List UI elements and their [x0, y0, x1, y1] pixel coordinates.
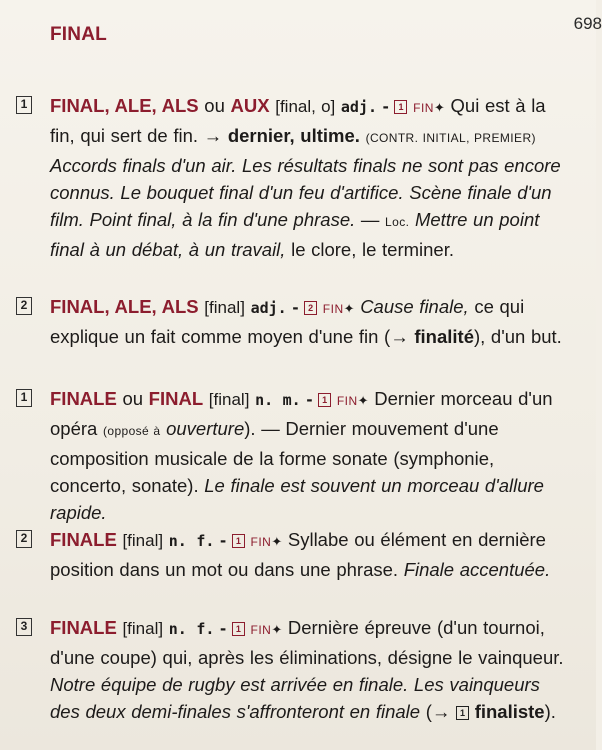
- headword: FINALE: [50, 617, 117, 638]
- locution-definition: le clore, le terminer.: [291, 239, 455, 260]
- definition: ce qui explique un fait comme moyen d'une fin (→: [50, 296, 525, 347]
- etymology-root: FIN: [413, 101, 434, 115]
- separator-dash-icon: -: [306, 388, 313, 409]
- etymology-ref-box: 1: [232, 622, 245, 636]
- entry-finale-nf-1: [20, 526, 564, 583]
- separator-dash-icon: -: [220, 529, 227, 550]
- grammar-category: adj.: [340, 98, 378, 116]
- pronunciation: [final]: [204, 298, 245, 317]
- definition: Qui est à la fin, qui sert de fin.: [50, 95, 546, 146]
- separator-dash-icon: -: [292, 296, 299, 317]
- conjunction: ou: [122, 388, 144, 409]
- grammar-category: n. f.: [168, 532, 215, 550]
- etymology-ref-box: 2: [304, 301, 317, 315]
- usage-note-close: ).: [244, 418, 256, 439]
- headword: FINAL, ALE, ALS: [50, 296, 199, 317]
- page-number: 698: [573, 14, 602, 33]
- diamond-icon: ✦: [271, 622, 283, 637]
- usage-note-term: ouverture: [166, 418, 245, 439]
- pronunciation: [final]: [122, 531, 164, 550]
- cross-ref-open: (→: [425, 701, 451, 722]
- locution-dash: —: [360, 209, 380, 230]
- conjunction: ou: [204, 95, 225, 116]
- etymology-ref-box: 1: [318, 393, 331, 407]
- pronunciation: [final, o]: [275, 97, 336, 116]
- headword-variant: FINAL: [148, 388, 204, 409]
- separator-dash-icon: -: [382, 95, 389, 116]
- synonyms: dernier, ultime.: [227, 125, 360, 146]
- diamond-icon: ✦: [357, 393, 369, 408]
- entry-number-box: 3: [16, 618, 32, 636]
- headword: FINALE: [50, 529, 117, 550]
- pronunciation: [final]: [122, 619, 164, 638]
- grammar-category: n. f.: [168, 620, 215, 638]
- etymology-ref-box: 1: [394, 100, 407, 114]
- entry-number-box: 2: [16, 530, 32, 548]
- sense-dash: —: [261, 418, 280, 439]
- example: Cause finale,: [360, 296, 469, 317]
- cross-reference: finaliste: [474, 701, 545, 722]
- separator-dash-icon: -: [220, 617, 227, 638]
- diamond-icon: ✦: [271, 534, 283, 549]
- entry-final-adj-1: [20, 92, 564, 263]
- etymology-root: FIN: [322, 302, 344, 316]
- etymology-root: FIN: [250, 623, 272, 637]
- cross-ref-box: 1: [456, 706, 469, 720]
- pronunciation: [final]: [208, 390, 250, 409]
- cross-reference: finalité: [414, 326, 474, 347]
- example: Finale accentuée.: [403, 559, 551, 580]
- entry-number-box: 1: [16, 96, 32, 114]
- definition: Dernier morceau d'un opéra: [50, 388, 553, 439]
- diamond-icon: ✦: [433, 100, 445, 115]
- etymology-root: FIN: [336, 394, 358, 408]
- arrow-icon: →: [203, 125, 223, 146]
- etymology-root: FIN: [250, 535, 272, 549]
- locution-example: Mettre un point final à un débat, à un travail,: [50, 209, 540, 260]
- grammar-category: adj.: [250, 299, 287, 317]
- definition: Dernière épreuve (d'un tournoi, d'une coupe) qui, après les éliminations, désigne le vainqueur.: [50, 617, 564, 668]
- locution-label: Loc.: [385, 215, 410, 229]
- examples: Accords finals d'un air. Les résultats finals ne sont pas encore connus. Le bouquet final d'un feu d'artifice. Scène finale d'un film. Point final, à la fin d'une phrase.: [50, 155, 561, 230]
- usage-note-open: (opposé à: [102, 424, 161, 438]
- cross-ref-close: ).: [544, 701, 556, 722]
- entry-final-adj-2: [20, 293, 564, 350]
- definition: Syllabe ou élément en dernière position dans un mot ou dans une phrase.: [50, 529, 546, 580]
- headword-variant: AUX: [230, 95, 270, 116]
- page-header-word: FINAL: [50, 24, 107, 45]
- definition-2: Dernier mouvement d'une composition musicale de la forme sonate (symphonie, concerto, sonate).: [50, 418, 499, 496]
- entry-number-box: 1: [16, 389, 32, 407]
- entry-number-box: 2: [16, 297, 32, 315]
- headword: FINAL, ALE, ALS: [50, 95, 199, 116]
- diamond-icon: ✦: [343, 301, 355, 316]
- grammar-category: n. m.: [255, 391, 301, 409]
- definition-end: ), d'un but.: [473, 326, 562, 347]
- example: Notre équipe de rugby est arrivée en finale. Les vainqueurs des deux demi-finales s'affronteront en finale: [50, 674, 540, 722]
- entry-finale-nm: [20, 385, 564, 526]
- entry-finale-nf-2: [20, 614, 564, 725]
- etymology-ref-box: 1: [232, 534, 245, 548]
- contraries: (CONTR. INITIAL, PREMIER): [365, 131, 536, 145]
- headword: FINALE: [50, 388, 117, 409]
- example: Le finale est souvent un morceau d'allure rapide.: [50, 475, 544, 523]
